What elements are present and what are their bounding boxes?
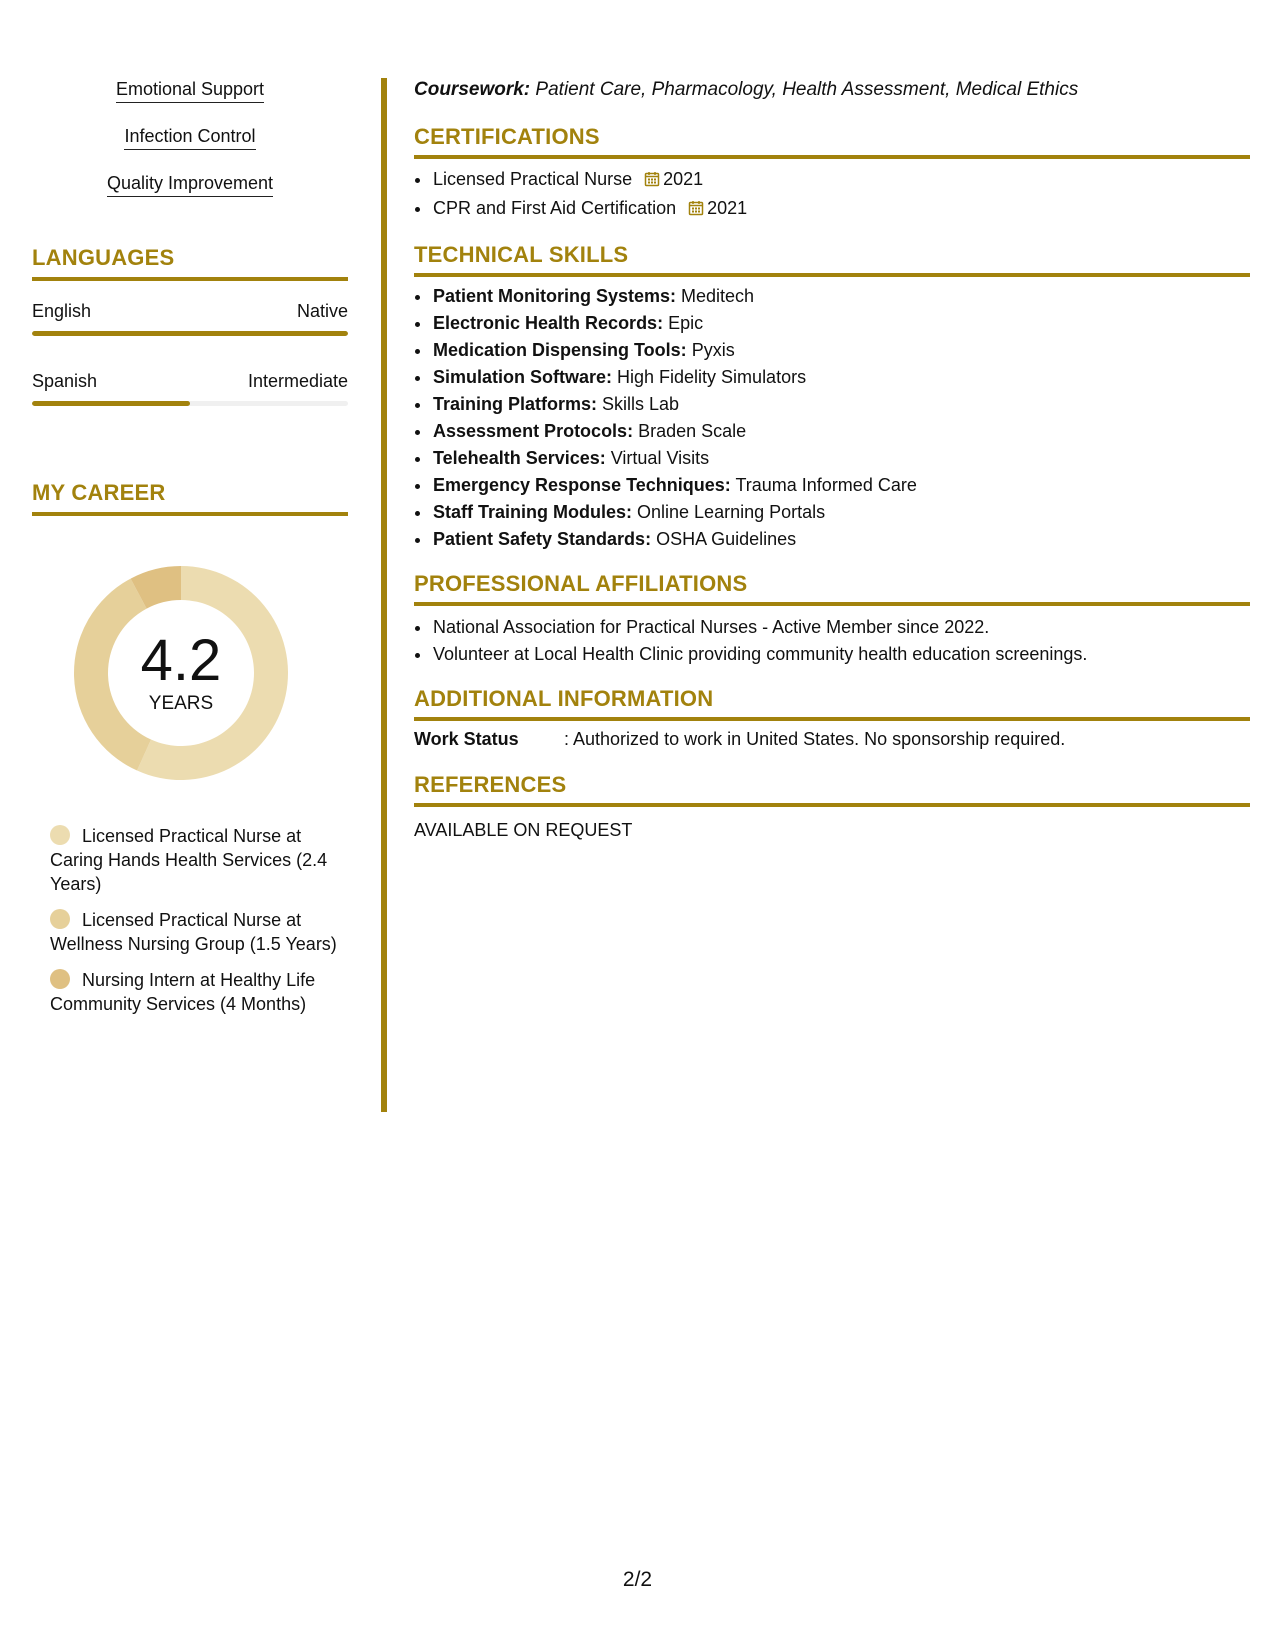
- legend-dot-icon: [50, 825, 70, 845]
- certification-item: [432, 166, 1250, 195]
- skill-item: [432, 499, 1250, 526]
- skill-value: Pyxis: [686, 340, 735, 360]
- skill-value: Trauma Informed Care: [730, 475, 917, 495]
- skill-item: [432, 526, 1250, 553]
- calendar-icon: [688, 197, 704, 224]
- work-status-value: : Authorized to work in United States. No sponsorship required.: [564, 729, 1066, 749]
- coursework-line: [414, 78, 1250, 102]
- skill-label: Telehealth Services:: [433, 448, 606, 468]
- soft-skills-list: [32, 78, 348, 197]
- column-divider: [381, 78, 387, 1112]
- skill-item: [432, 445, 1250, 472]
- language-name: Spanish: [32, 371, 98, 391]
- certification-year: 2021: [707, 198, 748, 218]
- language-progress-track: [32, 331, 348, 336]
- certifications-heading: CERTIFICATIONS: [414, 124, 1250, 159]
- references-value: AVAILABLE ON REQUEST: [414, 820, 633, 840]
- affiliations-heading: PROFESSIONAL AFFILIATIONS: [414, 571, 1250, 606]
- language-name: English: [32, 301, 92, 321]
- skill-value: Meditech: [676, 286, 755, 306]
- skill-value: Epic: [663, 313, 704, 333]
- skill-item: [432, 310, 1250, 337]
- certification-name: Licensed Practical Nurse: [433, 169, 633, 189]
- career-legend: [32, 824, 348, 1016]
- coursework-value: Patient Care, Pharmacology, Health Assessment, Medical Ethics: [530, 79, 1079, 100]
- career-legend-label: Licensed Practical Nurse at Caring Hands Health Services (2.4 Years): [50, 826, 328, 894]
- soft-skill: Emotional Support: [116, 78, 264, 103]
- references-section: [414, 772, 1250, 842]
- language-progress-track: [32, 401, 348, 406]
- career-legend-item: [32, 824, 348, 896]
- left-column: [32, 78, 348, 1028]
- career-legend-label: Licensed Practical Nurse at Wellness Nursing Group (1.5 Years): [50, 910, 337, 954]
- skill-label: Staff Training Modules:: [433, 502, 633, 522]
- skill-value: Skills Lab: [597, 394, 680, 414]
- skill-label: Simulation Software:: [433, 367, 613, 387]
- language-progress-fill: [32, 401, 190, 406]
- certification-year: 2021: [663, 169, 704, 189]
- skill-label: Medication Dispensing Tools:: [433, 340, 687, 360]
- technical-skills-section: [414, 242, 1250, 553]
- affiliations-section: [414, 571, 1250, 668]
- coursework-label: Coursework:: [414, 79, 531, 100]
- career-legend-item: [32, 908, 348, 956]
- skill-value: High Fidelity Simulators: [612, 367, 807, 387]
- references-heading: REFERENCES: [414, 772, 1250, 807]
- legend-dot-icon: [50, 969, 70, 989]
- language-level: Intermediate: [247, 371, 348, 391]
- legend-dot-icon: [50, 909, 70, 929]
- work-status-row: [414, 727, 1250, 751]
- additional-info-heading: ADDITIONAL INFORMATION: [414, 686, 1250, 721]
- skill-item: [432, 472, 1250, 499]
- additional-info-section: [414, 686, 1250, 751]
- skill-value: Braden Scale: [633, 421, 747, 441]
- language-progress-fill: [32, 331, 348, 336]
- career-total-unit: YEARS: [148, 693, 214, 714]
- career-heading: MY CAREER: [32, 480, 348, 516]
- skill-item: [432, 418, 1250, 445]
- skill-label: Assessment Protocols:: [433, 421, 634, 441]
- certifications-section: [414, 124, 1250, 224]
- career-legend-item: [32, 968, 348, 1016]
- career-donut-chart: [66, 558, 296, 788]
- skill-item: [432, 364, 1250, 391]
- language-level: Native: [296, 301, 348, 321]
- career-section: [32, 480, 348, 1016]
- soft-skill: Quality Improvement: [107, 172, 273, 197]
- career-legend-label: Nursing Intern at Healthy Life Community Services (4 Months): [50, 970, 316, 1014]
- certification-name: CPR and First Aid Certification: [433, 198, 677, 218]
- skill-value: Virtual Visits: [605, 448, 710, 468]
- skill-item: [432, 283, 1250, 310]
- work-status-label: Work Status: [414, 729, 519, 749]
- calendar-icon: [644, 168, 660, 195]
- page-number: 2/2: [622, 1568, 653, 1591]
- languages-section: [32, 245, 348, 406]
- affiliation-item: • Volunteer at Local Health Clinic providing community health education screenings.: [432, 641, 1250, 668]
- skill-label: Patient Safety Standards:: [433, 529, 652, 549]
- career-total-years: 4.2: [140, 628, 222, 693]
- language-item: [32, 370, 348, 406]
- languages-heading: LANGUAGES: [32, 245, 348, 281]
- soft-skill: Infection Control: [124, 125, 255, 150]
- right-column: [414, 78, 1250, 842]
- certification-item: [432, 195, 1250, 224]
- skill-label: Patient Monitoring Systems:: [433, 286, 677, 306]
- affiliation-item: • National Association for Practical Nurses - Active Member since 2022.: [432, 614, 1250, 641]
- language-item: [32, 300, 348, 336]
- skill-value: Online Learning Portals: [632, 502, 826, 522]
- skill-item: [432, 391, 1250, 418]
- skill-label: Electronic Health Records:: [433, 313, 664, 333]
- skill-label: Training Platforms:: [433, 394, 598, 414]
- skill-label: Emergency Response Techniques:: [433, 475, 731, 495]
- technical-skills-heading: TECHNICAL SKILLS: [414, 242, 1250, 277]
- skill-item: [432, 337, 1250, 364]
- skill-value: OSHA Guidelines: [651, 529, 797, 549]
